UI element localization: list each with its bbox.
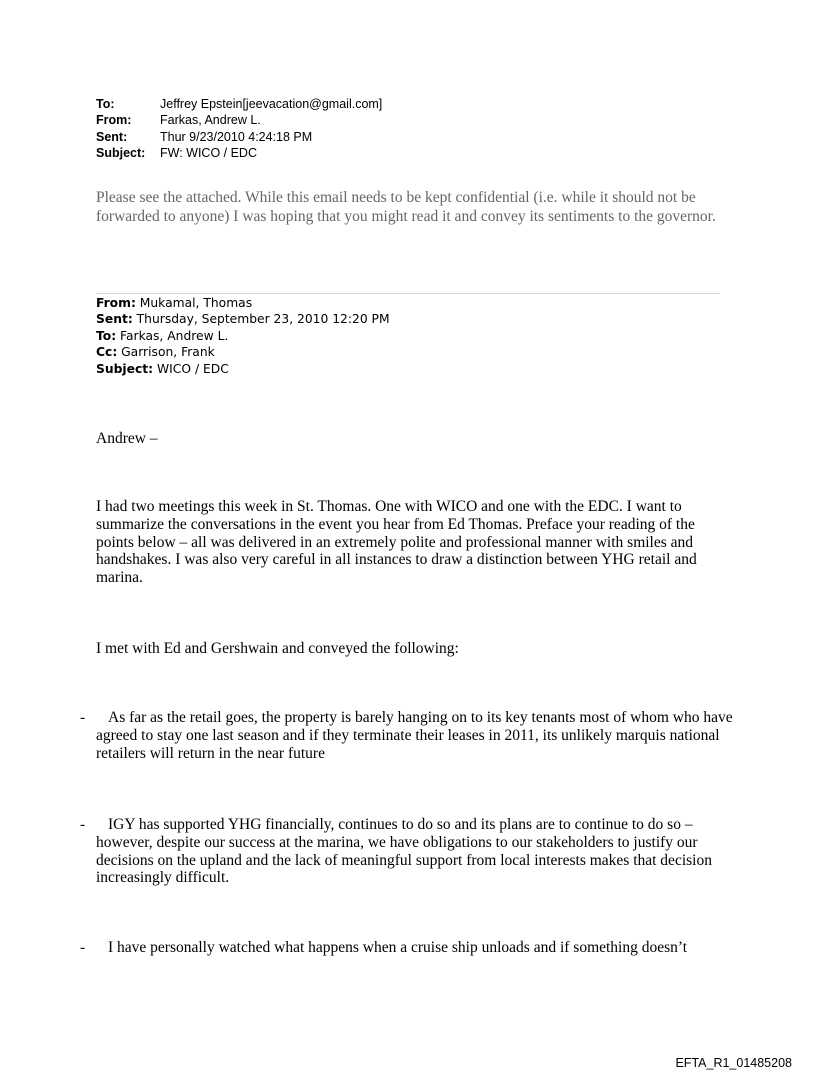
- fwd-cc-value: Garrison, Frank: [121, 345, 215, 360]
- fwd-subject-label: Subject:: [96, 361, 154, 376]
- salutation: Andrew –: [96, 430, 158, 447]
- header-subject-row: [96, 145, 382, 161]
- fwd-sent-row: [96, 311, 390, 327]
- intro-message: Please see the attached. While this email needs to be kept confidential (i.e. while it should not be forwarded to anyone) I was hoping that you might read it and convey its sentiments to the governor.: [96, 189, 716, 226]
- fwd-to-row: [96, 328, 390, 344]
- bullet-text: IGY has supported YHG financially, continues to do so and its plans are to continue to do so – however, despite our success at the marina, we have obligations to our stakeholders to justify our decisions on the upland and the lack of meaningful support from local interests makes that decision increasingly difficult.: [96, 816, 712, 887]
- header-from-row: [96, 112, 382, 128]
- to-value: Jeffrey Epstein[jeevacation@gmail.com]: [160, 97, 383, 111]
- fwd-cc-label: Cc:: [96, 345, 118, 360]
- document-id-footer: EFTA_R1_01485208: [675, 1056, 792, 1070]
- body-paragraph-2: I met with Ed and Gershwain and conveyed the following:: [96, 640, 459, 657]
- from-value: Farkas, Andrew L.: [160, 113, 261, 128]
- fwd-subject-row: [96, 361, 390, 377]
- fwd-to-value: Farkas, Andrew L.: [120, 328, 229, 343]
- sent-label: Sent:: [96, 129, 128, 144]
- to-label: To:: [96, 97, 115, 111]
- subject-value: FW: WICO / EDC: [160, 146, 257, 161]
- fwd-from-value: Mukamal, Thomas: [139, 296, 253, 310]
- fwd-subject-value: WICO / EDC: [156, 361, 229, 376]
- bullet-item-3: [80, 939, 736, 957]
- bullet-text: I have personally watched what happens when a cruise ship unloads and if something doesn’t: [108, 939, 688, 956]
- email-header: [96, 96, 382, 162]
- bullet-marker: -: [80, 939, 86, 956]
- fwd-cc-row: [96, 344, 390, 360]
- bullet-item-1: [80, 709, 736, 762]
- body-paragraph-1: I had two meetings this week in St. Thomas. One with WICO and one with the EDC. I want to summarize the conversations in the event you hear from Ed Thomas. Preface your reading of the points below – all was delivered in an extremely polite and professional manner with smiles and handshakes. I was also very careful in all instances to draw a distinction between YHG retail and marina.: [96, 498, 697, 587]
- forwarded-header: [96, 295, 390, 377]
- forward-divider: [96, 293, 720, 294]
- header-to-row: [96, 96, 382, 112]
- fwd-sent-label: Sent:: [96, 312, 133, 327]
- fwd-from-label: From:: [96, 296, 136, 310]
- fwd-to-label: To:: [96, 328, 117, 343]
- fwd-from-row: [96, 295, 390, 311]
- bullet-marker: -: [80, 709, 86, 726]
- bullet-item-2: [80, 816, 736, 887]
- fwd-sent-value: Thursday, September 23, 2010 12:20 PM: [136, 312, 390, 327]
- header-sent-row: [96, 129, 382, 145]
- sent-value: Thur 9/23/2010 4:24:18 PM: [160, 129, 313, 144]
- bullet-marker: -: [80, 816, 86, 833]
- subject-label: Subject:: [96, 146, 146, 161]
- from-label: From:: [96, 113, 132, 128]
- bullet-text: As far as the retail goes, the property is barely hanging on to its key tenants most of whom who have agreed to stay one last season and if they terminate their leases in 2011, its unlikely marquis national retailers will return in the near future: [96, 709, 733, 762]
